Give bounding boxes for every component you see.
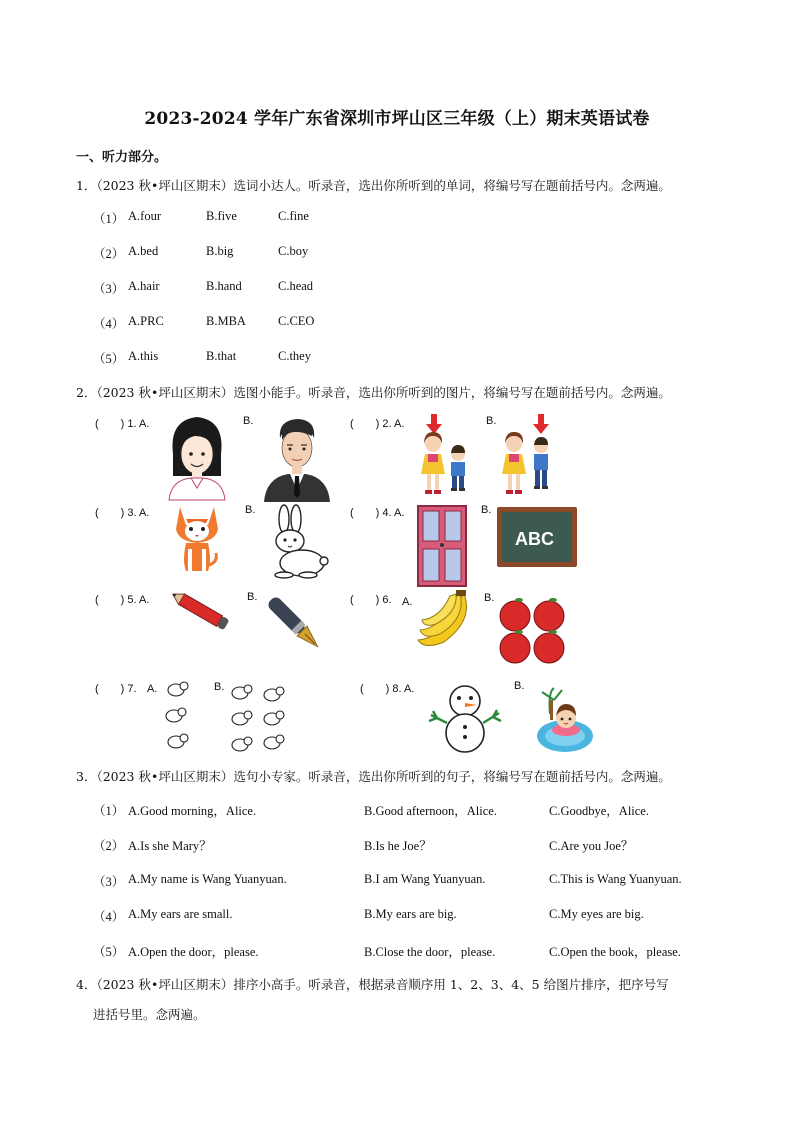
pen-icon bbox=[262, 590, 328, 658]
q3-option-a: A.My name is Wang Yuanyuan. bbox=[128, 872, 287, 886]
q2-item-label: ( ) 1. A. bbox=[95, 418, 150, 430]
rabbit-icon bbox=[264, 505, 330, 579]
snowman-icon bbox=[427, 683, 503, 753]
q3-option-a: A.Open the door，please. bbox=[128, 945, 259, 959]
q1-item-number: （1） bbox=[93, 212, 125, 226]
q2-option-b-label: B. bbox=[481, 504, 492, 516]
q1-option-b: B.hand bbox=[206, 279, 242, 293]
q3-option-c: C.My eyes are big. bbox=[549, 907, 644, 921]
woman-icon bbox=[165, 414, 229, 500]
q2-option-b-label: B. bbox=[514, 680, 525, 692]
q2-item-label: ( ) 3. A. bbox=[95, 507, 150, 519]
q3-item-number: （4） bbox=[93, 910, 125, 924]
q3-option-c: C.Goodbye，Alice. bbox=[549, 804, 649, 818]
q3-option-b: B.Is he Joe？ bbox=[364, 839, 432, 853]
man-icon bbox=[262, 414, 332, 502]
door-icon bbox=[417, 505, 467, 587]
q2-option-b-label: B. bbox=[243, 415, 254, 427]
q1-item-number: （4） bbox=[93, 317, 125, 331]
q2-option-b-label: B. bbox=[214, 681, 225, 693]
six-chicks-icon bbox=[228, 683, 290, 755]
q2-item-label: ( ) 7. bbox=[95, 683, 137, 695]
q2-option-b-label: B. bbox=[486, 415, 497, 427]
blackboard-text: ABC bbox=[515, 529, 554, 549]
q3-option-b: B.Good afternoon，Alice. bbox=[364, 804, 497, 818]
q3-option-c: C.Open the book，please. bbox=[549, 945, 681, 959]
q4-stem-line1: 4．（2023 秋•坪山区期末）排序小高手。听录音，根据录音顺序用 1、2、3、4、5 给图片排序，把序号写 bbox=[76, 977, 669, 992]
q3-stem: 3．（2023 秋•坪山区期末）选句小专家。听录音，选出你所听到的句子，将编号写在题前括号内。念两遍。 bbox=[76, 769, 671, 784]
q1-item-number: （2） bbox=[93, 247, 125, 261]
q3-option-c: C.This is Wang Yuanyuan. bbox=[549, 872, 682, 886]
children-arrow-girl-icon bbox=[416, 414, 474, 498]
q2-item-label: ( ) 4. A. bbox=[350, 507, 405, 519]
q1-option-a: A.four bbox=[128, 209, 161, 223]
q3-option-a: A.Is she Mary？ bbox=[128, 839, 212, 853]
section-heading: 一、听力部分。 bbox=[76, 150, 168, 165]
q1-option-a: A.PRC bbox=[128, 314, 164, 328]
page-title: 2023-2024 学年广东省深圳市坪山区三年级（上）期末英语试卷 bbox=[144, 109, 650, 129]
children-arrow-boy-icon bbox=[499, 414, 557, 498]
q1-item-number: （3） bbox=[93, 282, 125, 296]
q3-option-a: A.Good morning，Alice. bbox=[128, 804, 257, 818]
q3-option-c: C.Are you Joe？ bbox=[549, 839, 634, 853]
bananas-icon bbox=[414, 590, 476, 648]
q3-item-number: （5） bbox=[93, 945, 125, 959]
three-chicks-icon bbox=[160, 680, 196, 752]
q2-stem: 2．（2023 秋•坪山区期末）选图小能手。听录音，选出你所听到的图片，将编号写在题前括号内。念两遍。 bbox=[76, 385, 671, 400]
q1-option-c: C.fine bbox=[278, 209, 309, 223]
pencil-icon bbox=[168, 590, 232, 632]
q3-item-number: （1） bbox=[93, 804, 125, 818]
q1-option-b: B.big bbox=[206, 244, 234, 258]
q3-option-b: B.I am Wang Yuanyuan. bbox=[364, 872, 486, 886]
q1-option-b: B.five bbox=[206, 209, 237, 223]
blackboard-icon bbox=[497, 507, 577, 567]
q1-option-c: C.CEO bbox=[278, 314, 315, 328]
q1-option-b: B.that bbox=[206, 349, 237, 363]
q2-option-b-label: B. bbox=[245, 504, 256, 516]
q4-stem-line2: 进括号里。念两遍。 bbox=[93, 1007, 206, 1022]
q3-item-number: （3） bbox=[93, 875, 125, 889]
q3-option-a: A.My ears are small. bbox=[128, 907, 233, 921]
q1-option-c: C.head bbox=[278, 279, 314, 293]
q2-option-a-label: A. bbox=[402, 596, 413, 608]
apples-icon bbox=[497, 594, 569, 666]
q3-item-number: （2） bbox=[93, 839, 125, 853]
q2-item-label: ( ) 6. bbox=[350, 594, 392, 606]
q2-option-b-label: B. bbox=[484, 592, 495, 604]
q1-option-c: C.boy bbox=[278, 244, 309, 258]
q1-option-a: A.this bbox=[128, 349, 159, 363]
swimming-girl-icon bbox=[536, 686, 594, 754]
q3-option-b: B.Close the door，please. bbox=[364, 945, 496, 959]
q1-option-b: B.MBA bbox=[206, 314, 246, 328]
q2-item-label: ( ) 5. A. bbox=[95, 594, 150, 606]
q3-option-b: B.My ears are big. bbox=[364, 907, 457, 921]
q1-stem: 1．（2023 秋•坪山区期末）选词小达人。听录音，选出你所听到的单词，将编号写在题前括号内。念两遍。 bbox=[76, 178, 671, 193]
q1-item-number: （5） bbox=[93, 352, 125, 366]
q2-option-a-label: A. bbox=[147, 683, 158, 695]
cat-icon bbox=[174, 505, 220, 573]
q2-item-label: ( ) 8. A. bbox=[360, 683, 415, 695]
q1-option-c: C.they bbox=[278, 349, 311, 363]
q1-option-a: A.hair bbox=[128, 279, 160, 293]
q1-option-a: A.bed bbox=[128, 244, 159, 258]
q2-item-label: ( ) 2. A. bbox=[350, 418, 405, 430]
q2-option-b-label: B. bbox=[247, 591, 258, 603]
